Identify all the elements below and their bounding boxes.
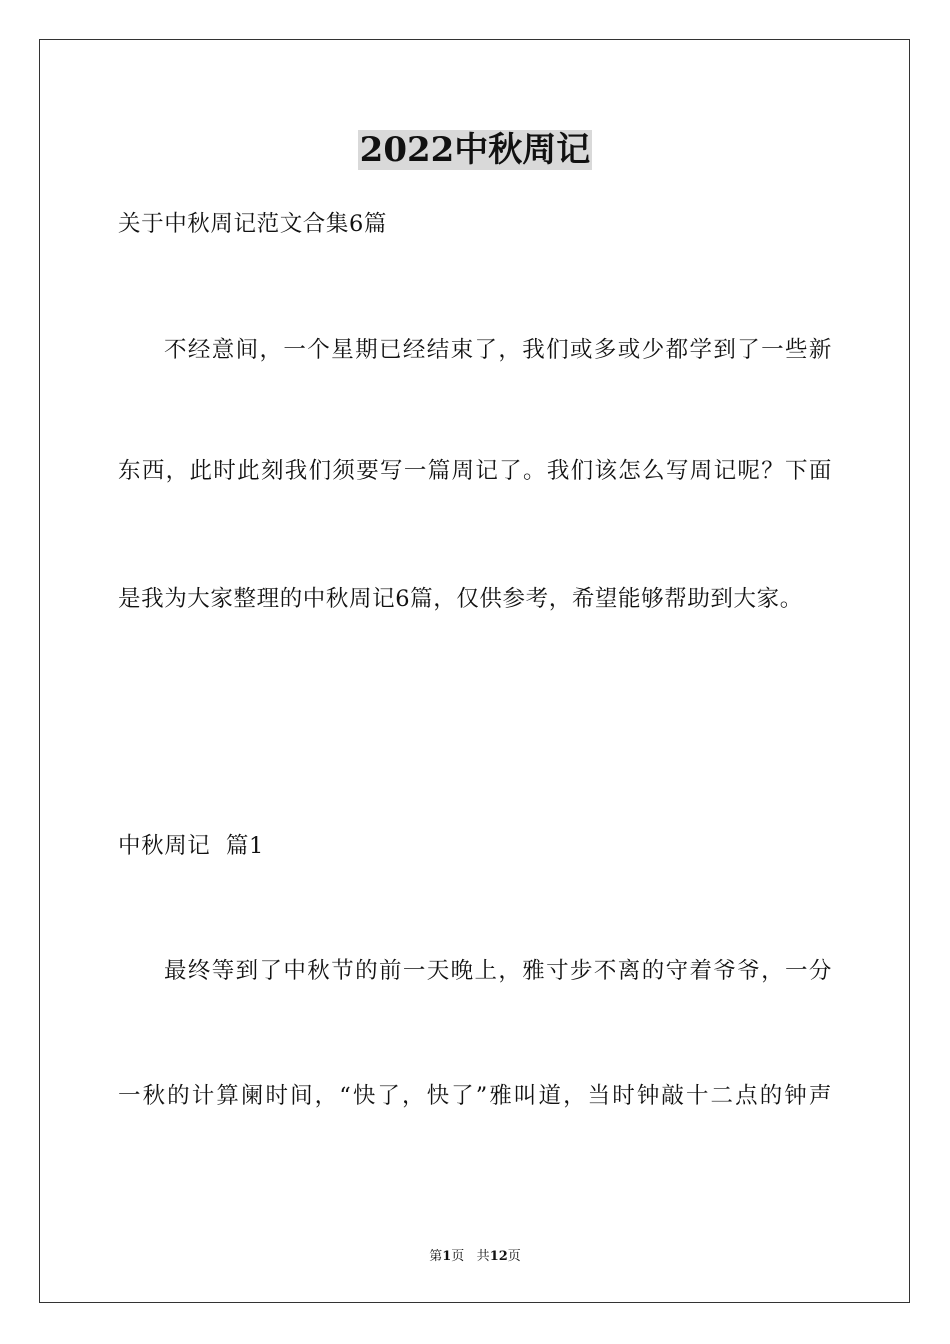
section-heading: 中秋周记 篇1 xyxy=(118,833,264,859)
document-subtitle: 关于中秋周记范文合集6篇 xyxy=(118,211,388,237)
document-title xyxy=(0,126,950,174)
footer-page-prefix: 第 xyxy=(429,1249,443,1264)
footer-page-number: 1 xyxy=(442,1249,452,1264)
document-title-text: 2022中秋周记 xyxy=(359,130,591,170)
footer-total-pages: 12 xyxy=(489,1249,508,1264)
footer-page-suffix: 页 xyxy=(451,1249,465,1264)
footer-total-suffix: 页 xyxy=(507,1249,521,1264)
intro-line-3: 是我为大家整理的中秋周记6篇，仅供参考，希望能够帮助到大家。 xyxy=(118,586,803,612)
page-footer xyxy=(0,1248,950,1266)
section-line-1: 最终等到了中秋节的前一天晚上，雅寸步不离的守着爷爷，一分 xyxy=(164,958,832,984)
footer-total-prefix: 共 xyxy=(476,1249,490,1264)
section-line-2: 一秋的计算阑时间，“快了，快了”雅叫道，当时钟敲十二点的钟声 xyxy=(118,1083,832,1109)
intro-line-1: 不经意间，一个星期已经结束了，我们或多或少都学到了一些新 xyxy=(164,337,832,363)
intro-line-2: 东西，此时此刻我们须要写一篇周记了。我们该怎么写周记呢？下面 xyxy=(118,458,832,484)
